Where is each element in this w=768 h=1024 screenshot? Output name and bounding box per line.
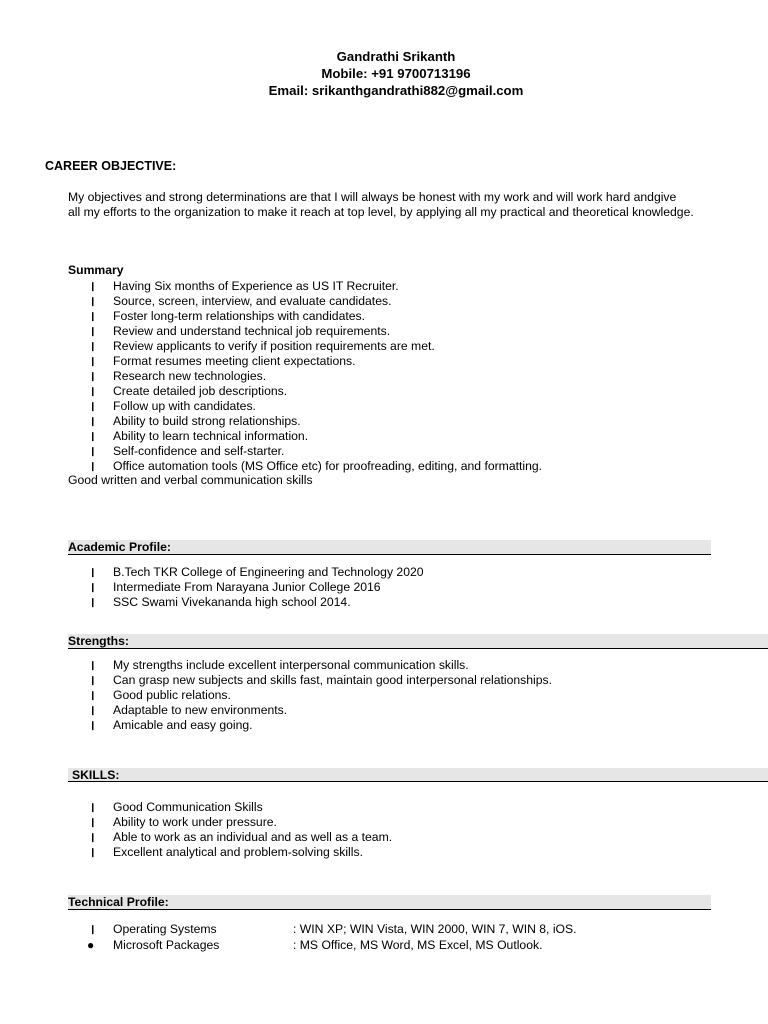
- candidate-email: Email: srikanthgandrathi882@gmail.com: [268, 83, 524, 98]
- bullet-icon: ❙: [89, 660, 97, 670]
- academic-item: ❙ Intermediate From Narayana Junior College 2016: [89, 580, 381, 594]
- technical-list: [68, 922, 668, 954]
- bullet-icon: ❙: [89, 597, 97, 607]
- academic-profile-title: Academic Profile:: [68, 540, 711, 555]
- bullet-dot-icon: ●: [87, 938, 95, 952]
- technical-row: [68, 922, 668, 938]
- candidate-mobile: Mobile: +91 9700713196: [321, 66, 471, 81]
- summary-item: ❙ Follow up with candidates.: [89, 399, 256, 413]
- bullet-icon: ❙: [89, 582, 97, 592]
- bullet-icon: ❙: [89, 675, 97, 685]
- bullet-icon: ❙: [89, 690, 97, 700]
- objective-line: My objectives and strong determinations are that I will always be honest with my work and will work hard andgive: [68, 190, 677, 204]
- skill-item: ❙ Ability to work under pressure.: [89, 815, 277, 829]
- bullet-icon: ❙: [89, 371, 97, 381]
- summary-item: ❙ Source, screen, interview, and evaluate candidates.: [89, 294, 392, 308]
- bullet-icon: ❙: [89, 446, 97, 456]
- skill-item: ❙ Excellent analytical and problem-solving skills.: [89, 845, 363, 859]
- summary-item: ❙ Review applicants to verify if position requirements are met.: [89, 339, 435, 353]
- resume-header: [0, 48, 768, 99]
- summary-item: ❙ Create detailed job descriptions.: [89, 384, 288, 398]
- bullet-icon: ❙: [89, 416, 97, 426]
- strength-item: ❙ Good public relations.: [89, 688, 231, 702]
- bullet-icon: ❙: [89, 567, 97, 577]
- bullet-icon: ❙: [89, 924, 97, 934]
- summary-item: ❙ Format resumes meeting client expectations.: [89, 354, 356, 368]
- strengths-list: [68, 658, 552, 733]
- bullet-icon: ❙: [89, 832, 97, 842]
- career-objective-text: [68, 190, 728, 220]
- summary-item: ❙ Review and understand technical job requirements.: [89, 324, 391, 338]
- summary-item: ❙ Ability to build strong relationships.: [89, 414, 301, 428]
- skills-list: [68, 800, 392, 860]
- strength-item: ❙ Adaptable to new environments.: [89, 703, 288, 717]
- bullet-icon: ❙: [89, 326, 97, 336]
- skill-item: ❙ Able to work as an individual and as well as a team.: [89, 830, 393, 844]
- summary-title: Summary: [68, 263, 124, 277]
- bullet-icon: ❙: [89, 461, 97, 471]
- summary-item: ❙ Office automation tools (MS Office etc) for proofreading, editing, and formatting.: [89, 459, 543, 473]
- academic-item: ❙ B.Tech TKR College of Engineering and Technology 2020: [89, 565, 424, 579]
- strength-item: ❙ Amicable and easy going.: [89, 718, 253, 732]
- objective-line: all my efforts to the organization to make it reach at top level, by applying all my practical and theoretical knowledge.: [68, 205, 694, 219]
- technical-name: Operating Systems: [113, 922, 217, 936]
- bullet-icon: ❙: [89, 705, 97, 715]
- bullet-icon: ❙: [89, 296, 97, 306]
- technical-value: : WIN XP; WIN Vista, WIN 2000, WIN 7, WIN 8, iOS.: [293, 922, 577, 936]
- bullet-icon: ❙: [89, 356, 97, 366]
- bullet-icon: ❙: [89, 401, 97, 411]
- summary-item: ❙ Foster long-term relationships with candidates.: [89, 309, 365, 323]
- summary-item: ❙ Having Six months of Experience as US IT Recruiter.: [89, 279, 399, 293]
- technical-name: Microsoft Packages: [113, 938, 220, 952]
- career-objective-title: CAREER OBJECTIVE:: [45, 159, 177, 173]
- bullet-icon: ❙: [89, 431, 97, 441]
- summary-item: ❙ Self-confidence and self-starter.: [89, 444, 285, 458]
- academic-list: [68, 565, 424, 610]
- technical-row: [68, 938, 668, 954]
- academic-item: ❙ SSC Swami Vivekananda high school 2014.: [89, 595, 351, 609]
- skill-item: ❙ Good Communication Skills: [89, 800, 263, 814]
- skills-title: SKILLS:: [68, 768, 768, 782]
- bullet-icon: ❙: [89, 311, 97, 321]
- candidate-name: Gandrathi Srikanth: [336, 49, 456, 64]
- technical-profile-title: Technical Profile:: [68, 895, 711, 910]
- summary-closing: Good written and verbal communication skills: [68, 473, 313, 487]
- bullet-icon: ❙: [89, 281, 97, 291]
- summary-item: ❙ Ability to learn technical information.: [89, 429, 309, 443]
- summary-list: [68, 279, 542, 474]
- bullet-icon: ❙: [89, 341, 97, 351]
- bullet-icon: ❙: [89, 817, 97, 827]
- bullet-icon: ❙: [89, 802, 97, 812]
- technical-value: : MS Office, MS Word, MS Excel, MS Outlook.: [293, 938, 543, 952]
- strength-item: ❙ My strengths include excellent interpersonal communication skills.: [89, 658, 469, 672]
- bullet-icon: ❙: [89, 720, 97, 730]
- bullet-icon: ❙: [89, 386, 97, 396]
- bullet-icon: ❙: [89, 847, 97, 857]
- strength-item: ❙ Can grasp new subjects and skills fast, maintain good interpersonal relationships.: [89, 673, 552, 687]
- strengths-title: Strengths:: [68, 634, 768, 649]
- summary-item: ❙ Research new technologies.: [89, 369, 267, 383]
